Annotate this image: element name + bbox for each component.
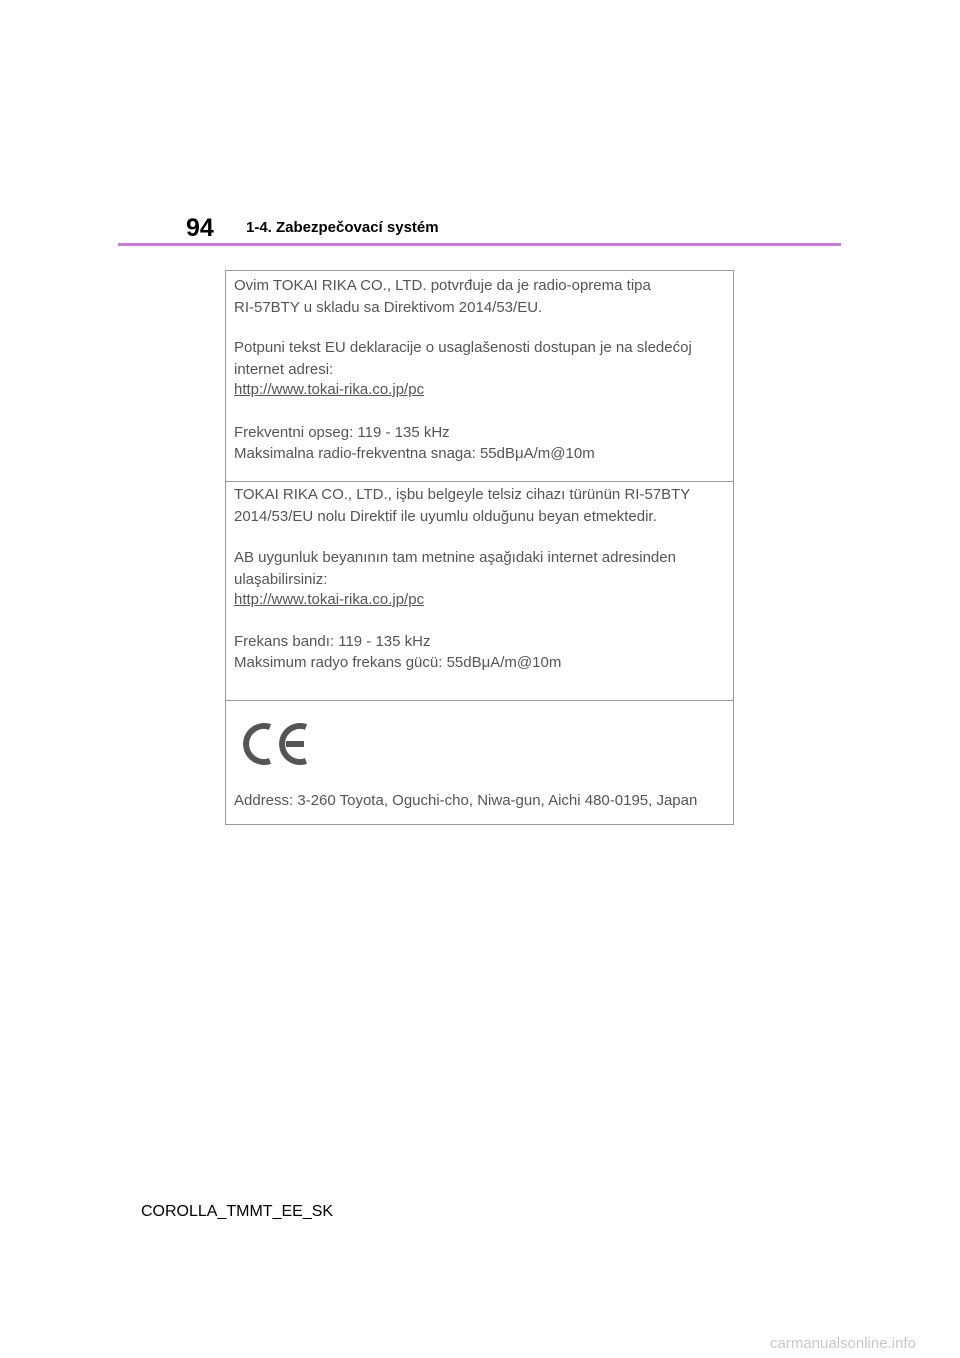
serbian-declaration <box>226 271 733 481</box>
turkish-declaration <box>226 481 733 700</box>
turkish-line-3: AB uygunluk beyanının tam metnine aşağıdaki internet adresinden <box>234 549 676 566</box>
serbian-line-2: RI-57BTY u skladu sa Direktivom 2014/53/EU. <box>234 299 543 316</box>
serbian-frequency: Frekventni opseg: 119 - 135 kHz <box>234 424 450 441</box>
manufacturer-address: Address: 3-260 Toyota, Oguchi-cho, Niwa-gun, Aichi 480-0195, Japan <box>234 792 698 809</box>
ce-mark-icon <box>240 719 310 769</box>
serbian-power: Maksimalna radio-frekventna snaga: 55dBμA/m@10m <box>234 445 595 462</box>
header-divider <box>118 243 841 246</box>
document-code: COROLLA_TMMT_EE_SK <box>141 1203 334 1220</box>
watermark: carmanualsonline.info <box>770 1335 916 1352</box>
certification-label <box>225 270 734 825</box>
serbian-line-3: Potpuni tekst EU deklaracije o usaglašenosti dostupan je na sledećoj <box>234 339 692 356</box>
turkish-line-4: ulaşabilirsiniz: <box>234 571 328 588</box>
turkish-line-2: 2014/53/EU nolu Direktif ile uyumlu olduğunu beyan etmektedir. <box>234 508 657 525</box>
serbian-line-1: Ovim TOKAI RIKA CO., LTD. potvrđuje da je radio-oprema tipa <box>234 277 651 294</box>
page-number: 94 <box>186 214 214 242</box>
section-title: 1-4. Zabezpečovací systém <box>246 219 439 236</box>
turkish-power: Maksimum radyo frekans gücü: 55dBμA/m@10m <box>234 654 562 671</box>
turkish-frequency: Frekans bandı: 119 - 135 kHz <box>234 633 431 650</box>
serbian-line-4: internet adresi: <box>234 361 334 378</box>
ce-section <box>226 700 733 824</box>
serbian-link[interactable]: http://www.tokai-rika.co.jp/pc <box>234 381 425 398</box>
turkish-line-1: TOKAI RIKA CO., LTD., işbu belgeyle telsiz cihazı türünün RI-57BTY <box>234 486 691 503</box>
turkish-link[interactable]: http://www.tokai-rika.co.jp/pc <box>234 591 425 608</box>
